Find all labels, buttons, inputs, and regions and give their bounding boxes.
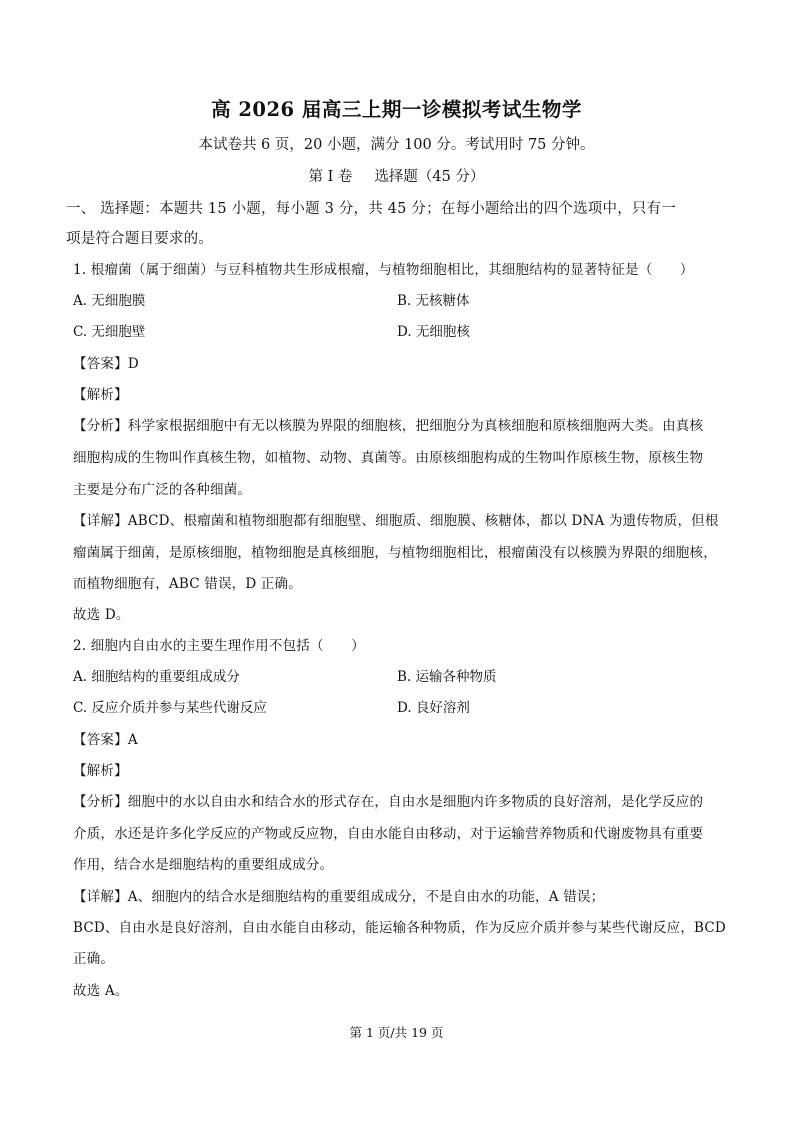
question-2-answer (73, 730, 138, 750)
answer-tag: 【答案】 (73, 732, 128, 748)
question-1-analysis-tag: 【解析】 (73, 387, 128, 403)
question-2-analysis-line-1: 【分析】细胞中的水以自由水和结合水的形式存在，自由水是细胞内许多物质的良好溶剂，是化学反应的 (73, 794, 704, 810)
answer-tag: 【答案】 (73, 356, 128, 372)
question-2-detail-line-3: 正确。 (73, 951, 115, 967)
page-footer: 第 1 页/共 19 页 (349, 1025, 444, 1040)
question-1-analysis-line-1: 【分析】科学家根据细胞中有无以核膜为界限的细胞核，把细胞分为真核细胞和原核细胞两大类。由真核 (73, 418, 704, 434)
question-2-conclusion: 故选 A。 (73, 983, 129, 999)
part-instructions-line-1: 一、 选择题：本题共 15 小题，每小题 3 分，共 45 分；在每小题给出的四个选项中，只有一 (66, 201, 676, 217)
question-2-detail-line-1: 【详解】A、细胞内的结合水是细胞结构的重要组成成分，不是自由水的功能，A 错误； (73, 889, 605, 905)
question-1-analysis-line-3: 主要是分布广泛的各种细菌。 (73, 482, 252, 498)
question-1-option-d: D. 无细胞核 (397, 324, 470, 340)
answer-value: A (127, 732, 138, 748)
question-2-option-d: D. 良好溶剂 (397, 700, 470, 716)
question-2-option-c: C. 反应介质并参与某些代谢反应 (73, 700, 267, 716)
question-2-analysis-line-2: 介质，水还是许多化学反应的产物或反应物，自由水能自由移动，对于运输营养物质和代谢废物具有重要 (73, 826, 704, 842)
question-1-detail-line-2: 瘤菌属于细菌，是原核细胞，植物细胞是真核细胞，与植物细胞相比，根瘤菌没有以核膜为界限的细胞核， (73, 545, 717, 561)
volume-section-label: 选择题（45 分） (374, 169, 485, 185)
question-2-analysis-line-3: 作用，结合水是细胞结构的重要组成成分。 (73, 857, 334, 873)
question-1-detail-line-3: 而植物细胞有，ABC 错误，D 正确。 (73, 576, 302, 592)
answer-value: D (127, 356, 139, 372)
exam-subtitle: 本试卷共 6 页，20 小题，满分 100 分。考试用时 75 分钟。 (198, 137, 595, 153)
volume-heading (0, 166, 793, 188)
question-1-conclusion: 故选 D。 (73, 607, 130, 623)
volume-label: 第 I 卷 (308, 169, 353, 185)
part-instructions-line-2: 项是符合题目要求的。 (66, 231, 213, 247)
question-1-answer (73, 354, 139, 374)
question-2-analysis-tag: 【解析】 (73, 763, 128, 779)
question-2-detail-line-2: BCD、自由水是良好溶剂，自由水能自由移动，能运输各种物质，作为反应介质并参与某些代谢反应，BCD (73, 920, 726, 936)
question-1-option-b: B. 无核糖体 (397, 293, 470, 309)
question-2-option-a: A. 细胞结构的重要组成成分 (73, 669, 240, 685)
exam-title: 高 2026 届高三上期一诊模拟考试生物学 (211, 98, 582, 121)
question-1-analysis-line-2: 细胞构成的生物叫作真核生物，如植物、动物、真菌等。由原核细胞构成的生物叫作原核生物，原核生物 (73, 450, 704, 466)
question-1-option-c: C. 无细胞壁 (73, 324, 146, 340)
question-1-stem: 1. 根瘤菌（属于细菌）与豆科植物共生形成根瘤，与植物细胞相比，其细胞结构的显著特征是（ ） (73, 262, 694, 278)
question-1-detail-line-1: 【详解】ABCD、根瘤菌和植物细胞都有细胞壁、细胞质、细胞膜、核糖体，都以 DNA 为遗传物质，但根 (73, 513, 719, 529)
question-2-stem: 2. 细胞内自由水的主要生理作用不包括（ ） (73, 638, 365, 654)
question-1-option-a: A. 无细胞膜 (73, 293, 146, 309)
question-2-option-b: B. 运输各种物质 (397, 669, 497, 685)
